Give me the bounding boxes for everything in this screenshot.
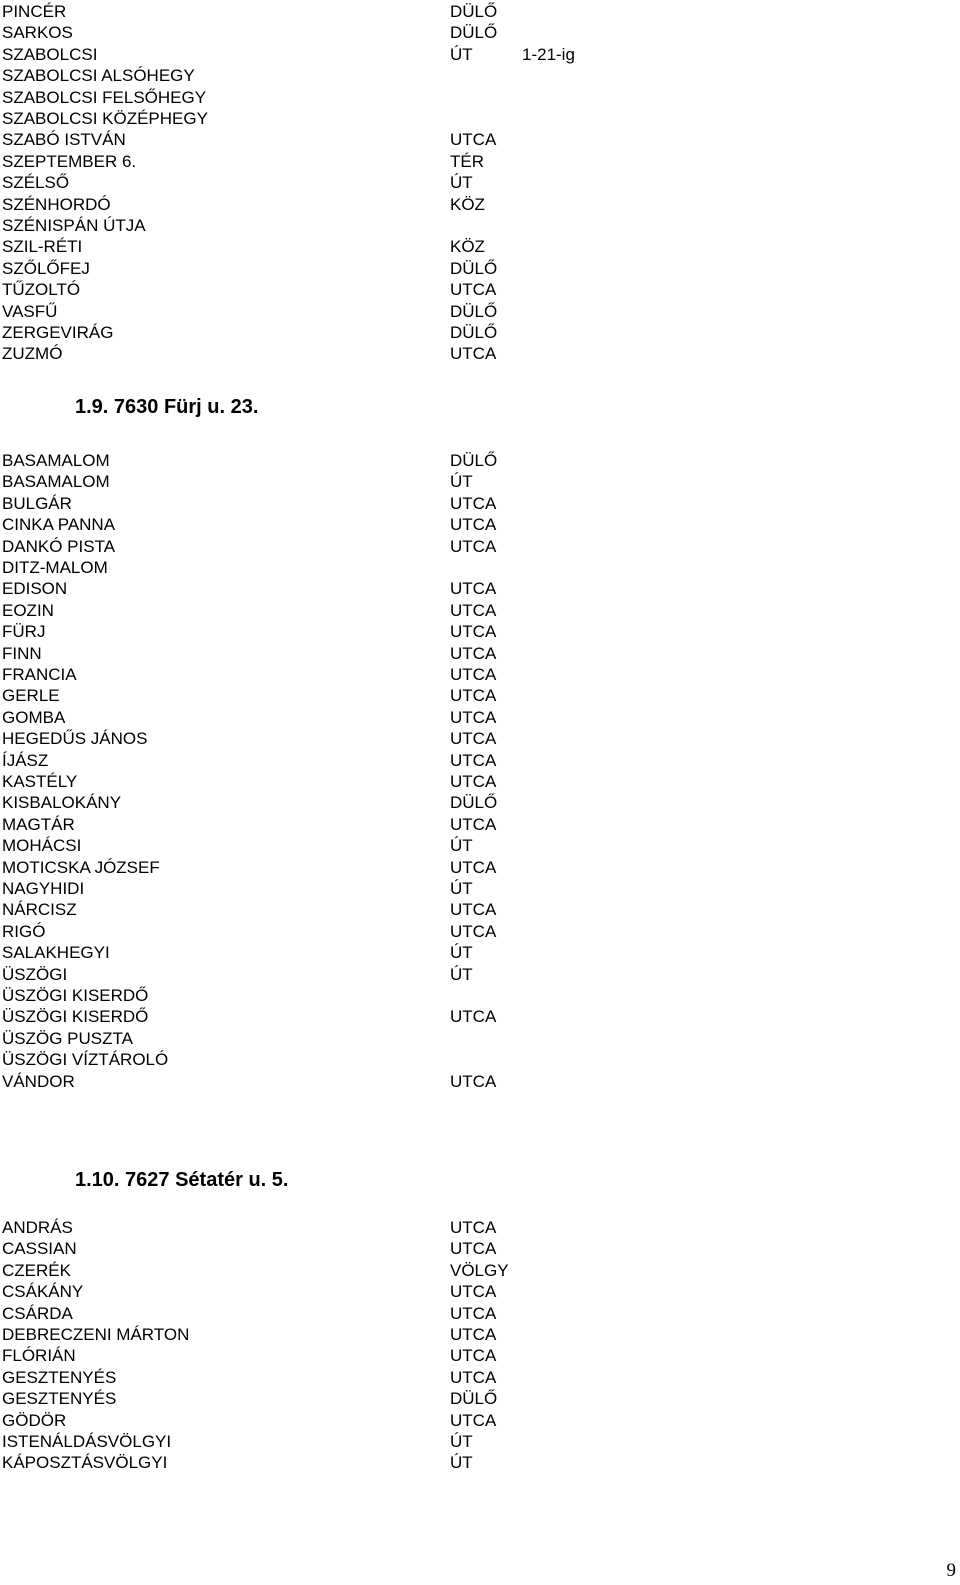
- street-type: UTCA: [450, 686, 497, 706]
- street-name: DITZ-MALOM: [2, 558, 108, 577]
- section-heading-1-10: 1.10. 7627 Sétatér u. 5.: [75, 1169, 289, 1191]
- street-row: [0, 664, 960, 686]
- street-name: CINKA PANNA: [2, 515, 116, 535]
- street-row: [0, 258, 960, 280]
- street-row: [0, 65, 960, 87]
- street-name: SZÉNHORDÓ: [2, 194, 111, 214]
- street-name: SZÉLSŐ: [2, 173, 70, 193]
- street-name: MAGTÁR: [2, 814, 75, 834]
- street-row: [0, 536, 960, 558]
- street-name: FINN: [2, 643, 42, 663]
- street-type: UTCA: [450, 1346, 497, 1366]
- street-name: TŰZOLTÓ: [2, 280, 81, 300]
- street-name: SZIL-RÉTI: [2, 237, 83, 257]
- street-name: GESZTENYÉS: [2, 1367, 117, 1387]
- street-row: [0, 685, 960, 707]
- street-row: [0, 236, 960, 258]
- street-type: VÖLGY: [450, 1260, 509, 1280]
- street-name: NAGYHIDI: [2, 879, 85, 898]
- street-name: ZERGEVIRÁG: [2, 323, 114, 342]
- street-name: KISBALOKÁNY: [2, 793, 122, 813]
- street-type: UTCA: [450, 857, 497, 877]
- street-row: [0, 878, 960, 900]
- street-name: SZABOLCSI FELSŐHEGY: [2, 87, 207, 107]
- street-row: [0, 471, 960, 493]
- street-type: UTCA: [450, 750, 497, 770]
- street-type: TÉR: [450, 151, 484, 171]
- street-row: [0, 578, 960, 600]
- street-type: UTCA: [450, 772, 497, 791]
- street-name: BULGÁR: [2, 493, 72, 513]
- street-row: [0, 514, 960, 536]
- street-row: [0, 1303, 960, 1325]
- street-type: UTCA: [450, 515, 497, 535]
- street-row: [0, 1217, 960, 1239]
- street-type: UTCA: [450, 665, 497, 684]
- street-type: DÜLŐ: [450, 2, 498, 21]
- street-name: ÜSZÖG PUSZTA: [2, 1028, 133, 1048]
- street-row: [0, 1431, 960, 1453]
- street-row: [0, 450, 960, 472]
- street-row: [0, 750, 960, 772]
- street-row: [0, 493, 960, 515]
- street-type: ÚT: [450, 943, 473, 963]
- street-row: [0, 279, 960, 301]
- street-name: GÖDÖR: [2, 1410, 67, 1430]
- page-number: 9: [946, 1560, 956, 1581]
- street-name: ÜSZÖGI VÍZTÁROLÓ: [2, 1050, 169, 1070]
- street-type: KÖZ: [450, 194, 485, 214]
- street-name: BASAMALOM: [2, 472, 110, 492]
- street-name: CSÁRDA: [2, 1303, 73, 1323]
- street-row: [0, 44, 960, 66]
- street-type: KÖZ: [450, 237, 485, 257]
- street-name: GOMBA: [2, 707, 66, 727]
- street-type: UTCA: [450, 1282, 497, 1302]
- street-type: UTCA: [450, 344, 497, 364]
- street-row: [0, 151, 960, 173]
- street-type: ÚT: [450, 1453, 473, 1473]
- street-row: [0, 1028, 960, 1050]
- street-row: [0, 194, 960, 216]
- street-name: FRANCIA: [2, 665, 77, 684]
- street-name: SALAKHEGYI: [2, 943, 110, 963]
- street-name: EOZIN: [2, 600, 54, 620]
- street-name: SZABOLCSI: [2, 44, 98, 64]
- street-type: DÜLŐ: [450, 793, 498, 813]
- street-type: DÜLŐ: [450, 23, 498, 43]
- street-row: [0, 621, 960, 643]
- street-row: [0, 835, 960, 857]
- street-type: DÜLŐ: [450, 323, 498, 342]
- street-name: SZABOLCSI KÖZÉPHEGY: [2, 109, 208, 128]
- street-name: KASTÉLY: [2, 772, 78, 791]
- street-type: UTCA: [450, 921, 497, 941]
- street-type: UTCA: [450, 536, 497, 556]
- street-type: UTCA: [450, 493, 497, 513]
- street-name: SZÉNISPÁN ÚTJA: [2, 216, 146, 235]
- street-row: [0, 322, 960, 344]
- street-name: SZABOLCSI ALSÓHEGY: [2, 66, 195, 86]
- street-type: ÚT: [450, 44, 473, 64]
- street-name: ZUZMÓ: [2, 344, 63, 364]
- street-name: NÁRCISZ: [2, 900, 77, 920]
- street-name: RIGÓ: [2, 921, 46, 941]
- street-name: DANKÓ PISTA: [2, 536, 116, 556]
- street-row: [0, 1006, 960, 1028]
- street-row: [0, 1410, 960, 1432]
- street-row: [0, 129, 960, 151]
- street-type: UTCA: [450, 1367, 497, 1387]
- street-name: PINCÉR: [2, 2, 67, 21]
- street-row: [0, 1367, 960, 1389]
- street-row: [0, 985, 960, 1007]
- section-heading-1-9: 1.9. 7630 Fürj u. 23.: [75, 396, 259, 418]
- street-row: [0, 857, 960, 879]
- street-name: DEBRECZENI MÁRTON: [2, 1325, 190, 1344]
- street-name: SZŐLŐFEJ: [2, 258, 90, 278]
- street-name: ÜSZÖGI KISERDŐ: [2, 1007, 149, 1027]
- street-row: [0, 1260, 960, 1282]
- street-type: UTCA: [450, 1410, 497, 1430]
- street-row: [0, 1345, 960, 1367]
- street-name: ÍJÁSZ: [2, 750, 49, 770]
- street-row: [0, 814, 960, 836]
- street-name: FLÓRIÁN: [2, 1346, 76, 1366]
- street-type: ÚT: [450, 1432, 473, 1451]
- street-row: [0, 643, 960, 665]
- street-type: UTCA: [450, 1007, 497, 1027]
- street-type: UTCA: [450, 707, 497, 727]
- street-row: [0, 964, 960, 986]
- street-row: [0, 1388, 960, 1410]
- street-name: HEGEDŰS JÁNOS: [2, 729, 148, 749]
- street-type: UTCA: [450, 643, 497, 663]
- street-name: SZEPTEMBER 6.: [2, 151, 137, 171]
- street-type: UTCA: [450, 130, 497, 150]
- street-type: DÜLŐ: [450, 301, 498, 321]
- street-type: UTCA: [450, 622, 497, 642]
- street-name: MOHÁCSI: [2, 836, 82, 856]
- street-name: CASSIAN: [2, 1239, 77, 1259]
- street-type: ÚT: [450, 964, 473, 984]
- street-row: [0, 172, 960, 194]
- street-row: [0, 87, 960, 109]
- street-row: [0, 1071, 960, 1093]
- street-name: VÁNDOR: [2, 1071, 75, 1091]
- street-type: DÜLŐ: [450, 451, 498, 470]
- street-name: GERLE: [2, 686, 60, 706]
- street-name: ANDRÁS: [2, 1218, 73, 1237]
- street-row: [0, 707, 960, 729]
- street-row: [0, 921, 960, 943]
- street-row: [0, 301, 960, 323]
- street-row: [0, 1281, 960, 1303]
- street-row: [0, 1452, 960, 1474]
- street-row: [0, 22, 960, 44]
- street-name: EDISON: [2, 579, 68, 599]
- street-row: [0, 1049, 960, 1071]
- street-name: BASAMALOM: [2, 451, 110, 470]
- street-type: UTCA: [450, 900, 497, 920]
- street-name: VASFŰ: [2, 301, 58, 321]
- street-type: ÚT: [450, 836, 473, 856]
- street-row: [0, 1324, 960, 1346]
- street-name: ÜSZÖGI KISERDŐ: [2, 986, 149, 1005]
- street-row: [0, 600, 960, 622]
- street-name: MOTICSKA JÓZSEF: [2, 857, 160, 877]
- street-type: UTCA: [450, 1303, 497, 1323]
- street-type: UTCA: [450, 1218, 497, 1237]
- street-name: KÁPOSZTÁSVÖLGYI: [2, 1453, 168, 1473]
- street-type: DÜLŐ: [450, 258, 498, 278]
- street-row: [0, 343, 960, 365]
- street-name: ISTENÁLDÁSVÖLGYI: [2, 1432, 172, 1451]
- street-row: [0, 899, 960, 921]
- street-note: 1-21-ig: [522, 44, 575, 64]
- street-name: ÜSZÖGI: [2, 964, 68, 984]
- street-type: UTCA: [450, 600, 497, 620]
- street-type: UTCA: [450, 1325, 497, 1344]
- street-type: ÚT: [450, 879, 473, 898]
- street-row: [0, 557, 960, 579]
- street-type: UTCA: [450, 579, 497, 599]
- street-name: GESZTENYÉS: [2, 1389, 117, 1409]
- street-row: [0, 942, 960, 964]
- street-row: [0, 1238, 960, 1260]
- street-name: CZERÉK: [2, 1260, 71, 1280]
- street-name: SZABÓ ISTVÁN: [2, 130, 126, 150]
- street-type: UTCA: [450, 814, 497, 834]
- street-row: [0, 215, 960, 237]
- street-row: [0, 792, 960, 814]
- street-type: UTCA: [450, 1071, 497, 1091]
- street-type: ÚT: [450, 472, 473, 492]
- street-name: FÜRJ: [2, 622, 46, 642]
- street-type: DÜLŐ: [450, 1389, 498, 1409]
- street-row: [0, 728, 960, 750]
- street-row: [0, 1, 960, 23]
- street-type: ÚT: [450, 173, 473, 193]
- street-type: UTCA: [450, 729, 497, 749]
- street-row: [0, 108, 960, 130]
- street-row: [0, 771, 960, 793]
- street-name: CSÁKÁNY: [2, 1282, 84, 1302]
- street-type: UTCA: [450, 280, 497, 300]
- street-type: UTCA: [450, 1239, 497, 1259]
- street-name: SARKOS: [2, 23, 73, 43]
